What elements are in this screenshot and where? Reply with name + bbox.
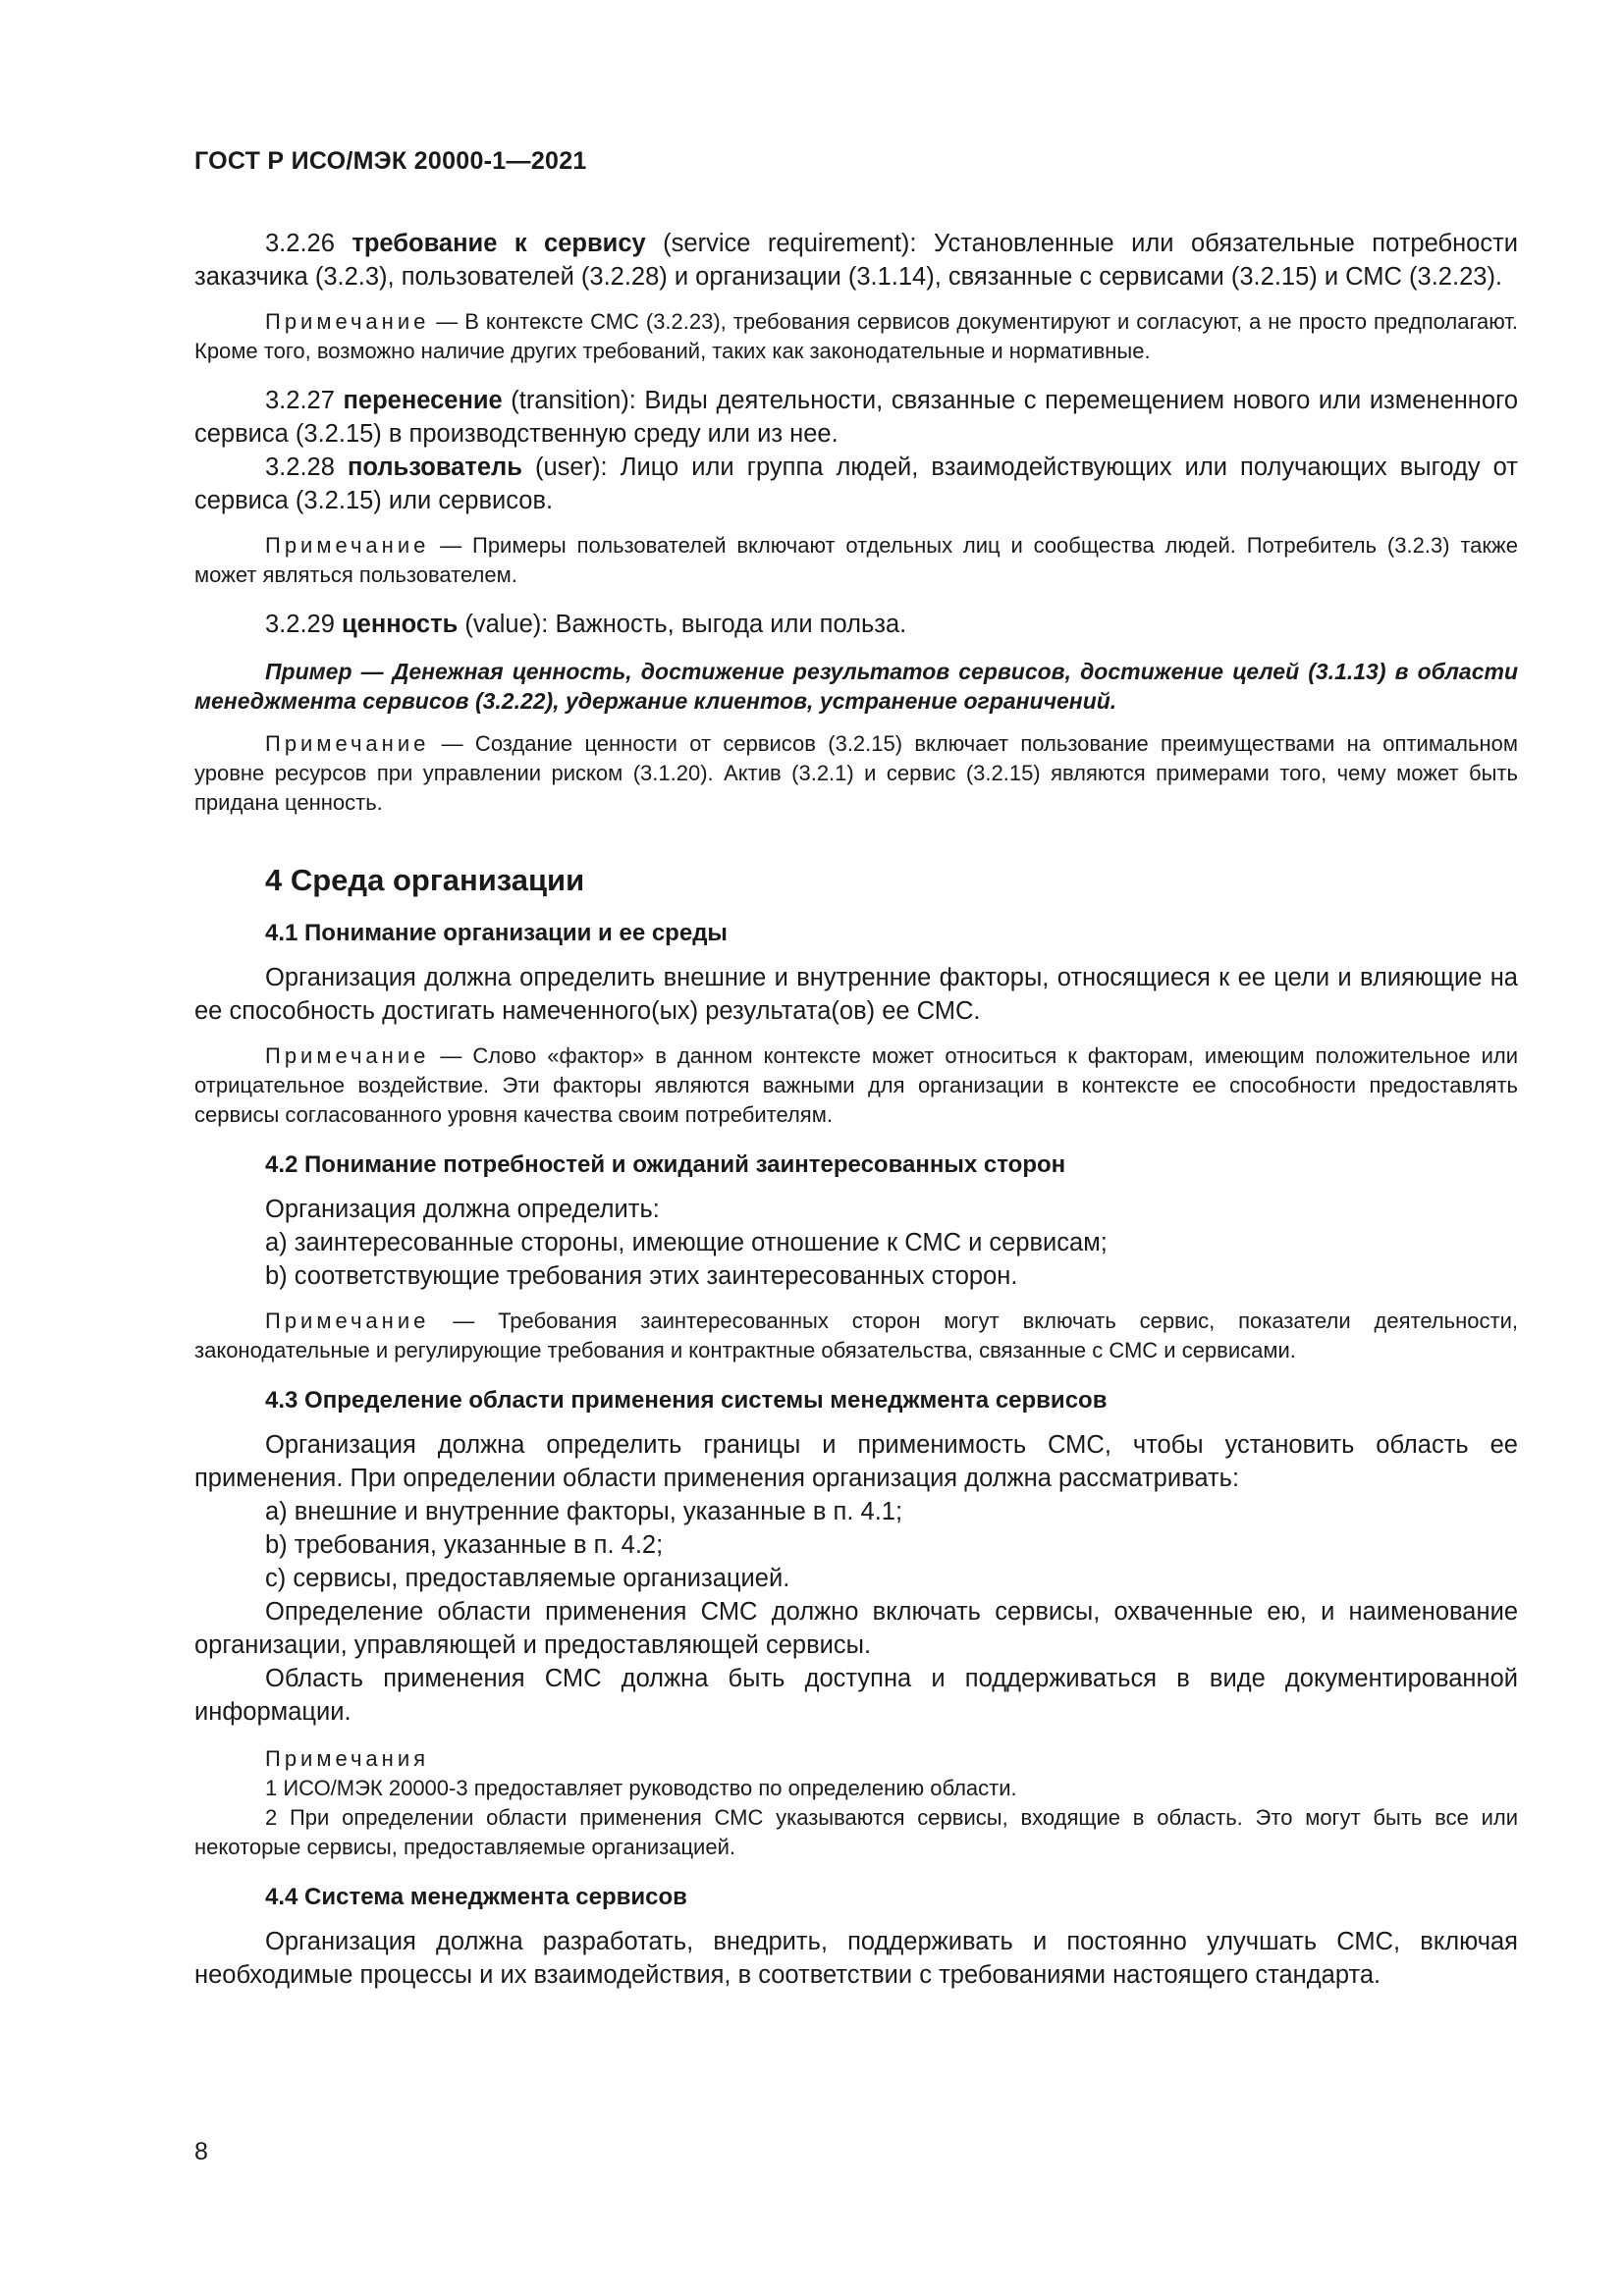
note-text: — Создание ценности от сервисов (3.2.15) включает пользование преимуществами на оптимальном уровне ресурсов при управлении риском (3.1.20). Актив (3.2.1) и сервис (3.2.15) являются примерами того, чему может быть придана ценность.: [194, 731, 1518, 815]
note-label: Примечание: [265, 309, 430, 334]
document-page: [194, 147, 1518, 1992]
note-label: Примечание: [265, 533, 430, 558]
note-text: — Примеры пользователей включают отдельных лиц и сообщества людей. Потребитель (3.2.3) также может являться пользователем.: [194, 533, 1518, 587]
paragraph: Организация должна определить внешние и внутренние факторы, относящиеся к ее цели и влияющие на ее способность достигать намеченного(ых) результата(ов) ее СМС.: [194, 964, 1518, 1025]
note: [194, 1041, 1518, 1130]
definition-number: 3.2.28: [265, 454, 335, 481]
note: [194, 307, 1518, 366]
list-item: a) заинтересованные стороны, имеющие отношение к СМС и сервисам;: [265, 1229, 1108, 1256]
definition-term: требование к сервису: [352, 230, 646, 257]
paragraph: Область применения СМС должна быть доступна и поддерживаться в виде документированной информации.: [194, 1665, 1518, 1726]
subsection-title-4-1: 4.1 Понимание организации и ее среды: [265, 920, 728, 946]
paragraph: Организация должна разработать, внедрить, поддерживать и постоянно улучшать СМС, включая необходимые процессы и их взаимодействия, в соответствии с требованиями настоящего стандарта.: [194, 1928, 1518, 1989]
list-item: a) внешние и внутренние факторы, указанные в п. 4.1;: [265, 1498, 903, 1525]
note: [194, 729, 1518, 818]
note-label: Примечание: [265, 1043, 430, 1068]
definition-text: (transition): Виды деятельности, связанные с перемещением нового или измененного сервиса (3.2.15) в производственную среду или из нее.: [194, 387, 1518, 448]
definition-term: ценность: [342, 611, 459, 638]
note-text: — В контексте СМС (3.2.23), требования сервисов документируют и согласуют, а не просто предполагают. Кроме того, возможно наличие других требований, таких как законодательные и нормативные.: [194, 309, 1518, 363]
page-number: 8: [194, 2138, 208, 2165]
definition-3-2-27: [194, 384, 1518, 451]
note-text: — Слово «фактор» в данном контексте может относиться к факторам, имеющим положительное или отрицательное воздействие. Эти факторы являются важными для организации в контексте ее способности предоставлять сервисы согласованного уровня качества своим потребителям.: [194, 1043, 1518, 1127]
note-label: Примечание: [265, 731, 430, 756]
definition-text: (user): Лицо или группа людей, взаимодействующих или получающих выгоду от сервиса (3.2.15) или сервисов.: [194, 454, 1518, 514]
definition-text: (service requirement): Установленные или обязательные потребности заказчика (3.2.3), пользователей (3.2.28) и организации (3.1.14), связанные с сервисами (3.2.15) и СМС (3.2.23).: [194, 230, 1519, 291]
definition-number: 3.2.29: [265, 611, 335, 638]
definition-number: 3.2.26: [265, 230, 335, 257]
list-item: b) соответствующие требования этих заинтересованных сторон.: [265, 1262, 1018, 1290]
paragraph: Определение области применения СМС должно включать сервисы, охваченные ею, и наименование организации, управляющей и предоставляющей сервисы.: [194, 1598, 1518, 1659]
subsection-title-4-3: 4.3 Определение области применения системы менеджмента сервисов: [265, 1387, 1108, 1414]
definition-3-2-29: [194, 608, 1518, 641]
numbered-note: 2 При определении области применения СМС указываются сервисы, входящие в область. Это могут быть все или некоторые сервисы, предоставляемые организацией.: [194, 1805, 1518, 1859]
note: [194, 1307, 1518, 1365]
list-item: b) требования, указанные в п. 4.2;: [265, 1531, 664, 1559]
note-label: Примечание: [265, 1308, 430, 1333]
definition-text: (value): Важность, выгода или польза.: [458, 611, 907, 638]
document-header: ГОСТ Р ИСО/МЭК 20000-1—2021: [194, 147, 587, 175]
subsection-title-4-4: 4.4 Система менеджмента сервисов: [265, 1884, 687, 1910]
notes-heading: Примечания: [265, 1746, 430, 1771]
example: Пример — Денежная ценность, достижение результатов сервисов, достижение целей (3.1.13) в области менеджмента сервисов (3.2.22), удержание клиентов, устранение ограничений.: [194, 659, 1518, 714]
definition-term: пользователь: [347, 454, 522, 481]
numbered-note: 1 ИСО/МЭК 20000-3 предоставляет руководство по определению области.: [265, 1776, 1017, 1800]
subsection-title-4-2: 4.2 Понимание потребностей и ожиданий заинтересованных сторон: [265, 1151, 1066, 1178]
list-item: c) сервисы, предоставляемые организацией.: [265, 1565, 790, 1592]
definition-3-2-28: [194, 451, 1518, 517]
paragraph: Организация должна определить:: [265, 1196, 660, 1223]
definition-number: 3.2.27: [265, 387, 335, 414]
paragraph: Организация должна определить границы и применимость СМС, чтобы установить область ее применения. При определении области применения организация должна рассматривать:: [194, 1431, 1518, 1492]
note-text: — Требования заинтересованных сторон могут включать сервис, показатели деятельности, законодательные и регулирующие требования и контрактные обязательства, связанные с СМС и сервисами.: [194, 1308, 1518, 1362]
note: [194, 531, 1518, 590]
definition-term: перенесение: [343, 387, 503, 414]
section-title: 4 Среда организации: [265, 863, 585, 897]
definition-3-2-26: [194, 227, 1518, 294]
